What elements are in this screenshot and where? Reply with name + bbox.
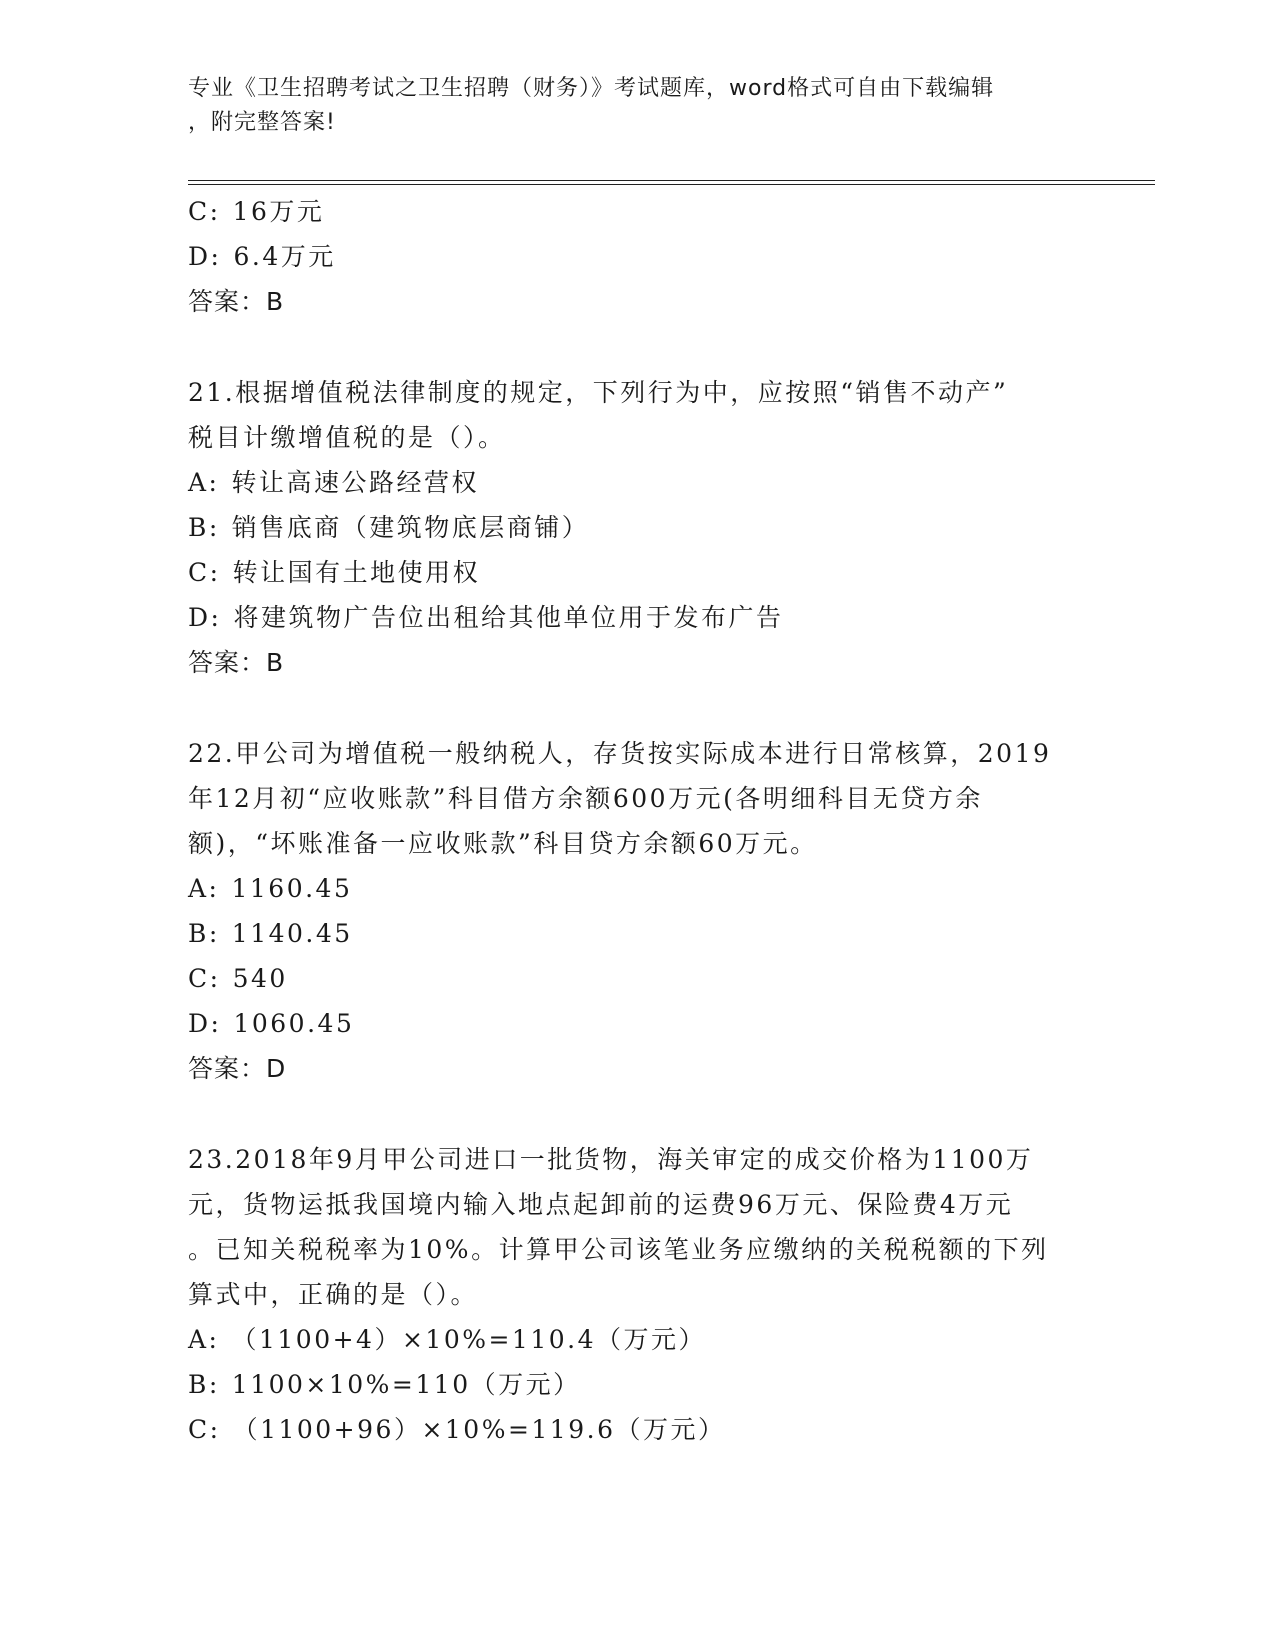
option-b: B: 1100×10%=110（万元）	[188, 1370, 581, 1399]
option-b: B: 销售底商（建筑物底层商铺）	[188, 513, 590, 542]
question-text: 22.甲公司为增值税一般纳税人，存货按实际成本进行日常核算，2019	[188, 739, 1052, 768]
document-body	[188, 189, 1118, 1452]
header-divider-bottom	[188, 184, 1155, 185]
option-c: C: 16万元	[188, 197, 325, 226]
question-text: 23.2018年9月甲公司进口一批货物，海关审定的成交价格为1100万	[188, 1145, 1034, 1174]
option-a: A: 1160.45	[188, 874, 353, 903]
header-line-1: 专业《卫生招聘考试之卫生招聘（财务）》考试题库，word格式可自由下载编辑	[188, 76, 995, 101]
option-a: A: （1100+4）×10%=110.4（万元）	[188, 1325, 706, 1354]
question-20-tail	[188, 189, 1118, 324]
question-text: 税目计缴增值税的是（）。	[188, 423, 506, 452]
question-text: 元，货物运抵我国境内输入地点起卸前的运费96万元、保险费4万元	[188, 1190, 1014, 1219]
option-b: B: 1140.45	[188, 919, 353, 948]
question-22	[188, 731, 1118, 1091]
question-23	[188, 1137, 1118, 1452]
option-d: D: 将建筑物广告位出租给其他单位用于发布广告	[188, 603, 784, 632]
option-a: A: 转让高速公路经营权	[188, 468, 479, 497]
question-text: 算式中，正确的是（）。	[188, 1280, 479, 1309]
question-21	[188, 370, 1118, 685]
header-divider-top	[188, 180, 1155, 181]
question-text: 年12月初“应收账款”科目借方余额600万元(各明细科目无贷方余	[188, 784, 983, 813]
question-text: 21.根据增值税法律制度的规定，下列行为中，应按照“销售不动产”	[188, 378, 1009, 407]
document-header	[188, 72, 1088, 140]
answer-line: 答案：B	[188, 648, 285, 677]
option-d: D: 1060.45	[188, 1009, 355, 1038]
answer-line: 答案：B	[188, 287, 285, 316]
option-d: D: 6.4万元	[188, 242, 336, 271]
header-line-2: ，附完整答案!	[188, 110, 336, 135]
option-c: C: 转让国有土地使用权	[188, 558, 481, 587]
option-c: C: 540	[188, 964, 288, 993]
question-text: 。已知关税税率为10%。计算甲公司该笔业务应缴纳的关税税额的下列	[188, 1235, 1049, 1264]
option-c: C: （1100+96）×10%=119.6（万元）	[188, 1415, 726, 1444]
answer-line: 答案：D	[188, 1054, 287, 1083]
question-text: 额)，“坏账准备一应收账款”科目贷方余额60万元。	[188, 829, 818, 858]
